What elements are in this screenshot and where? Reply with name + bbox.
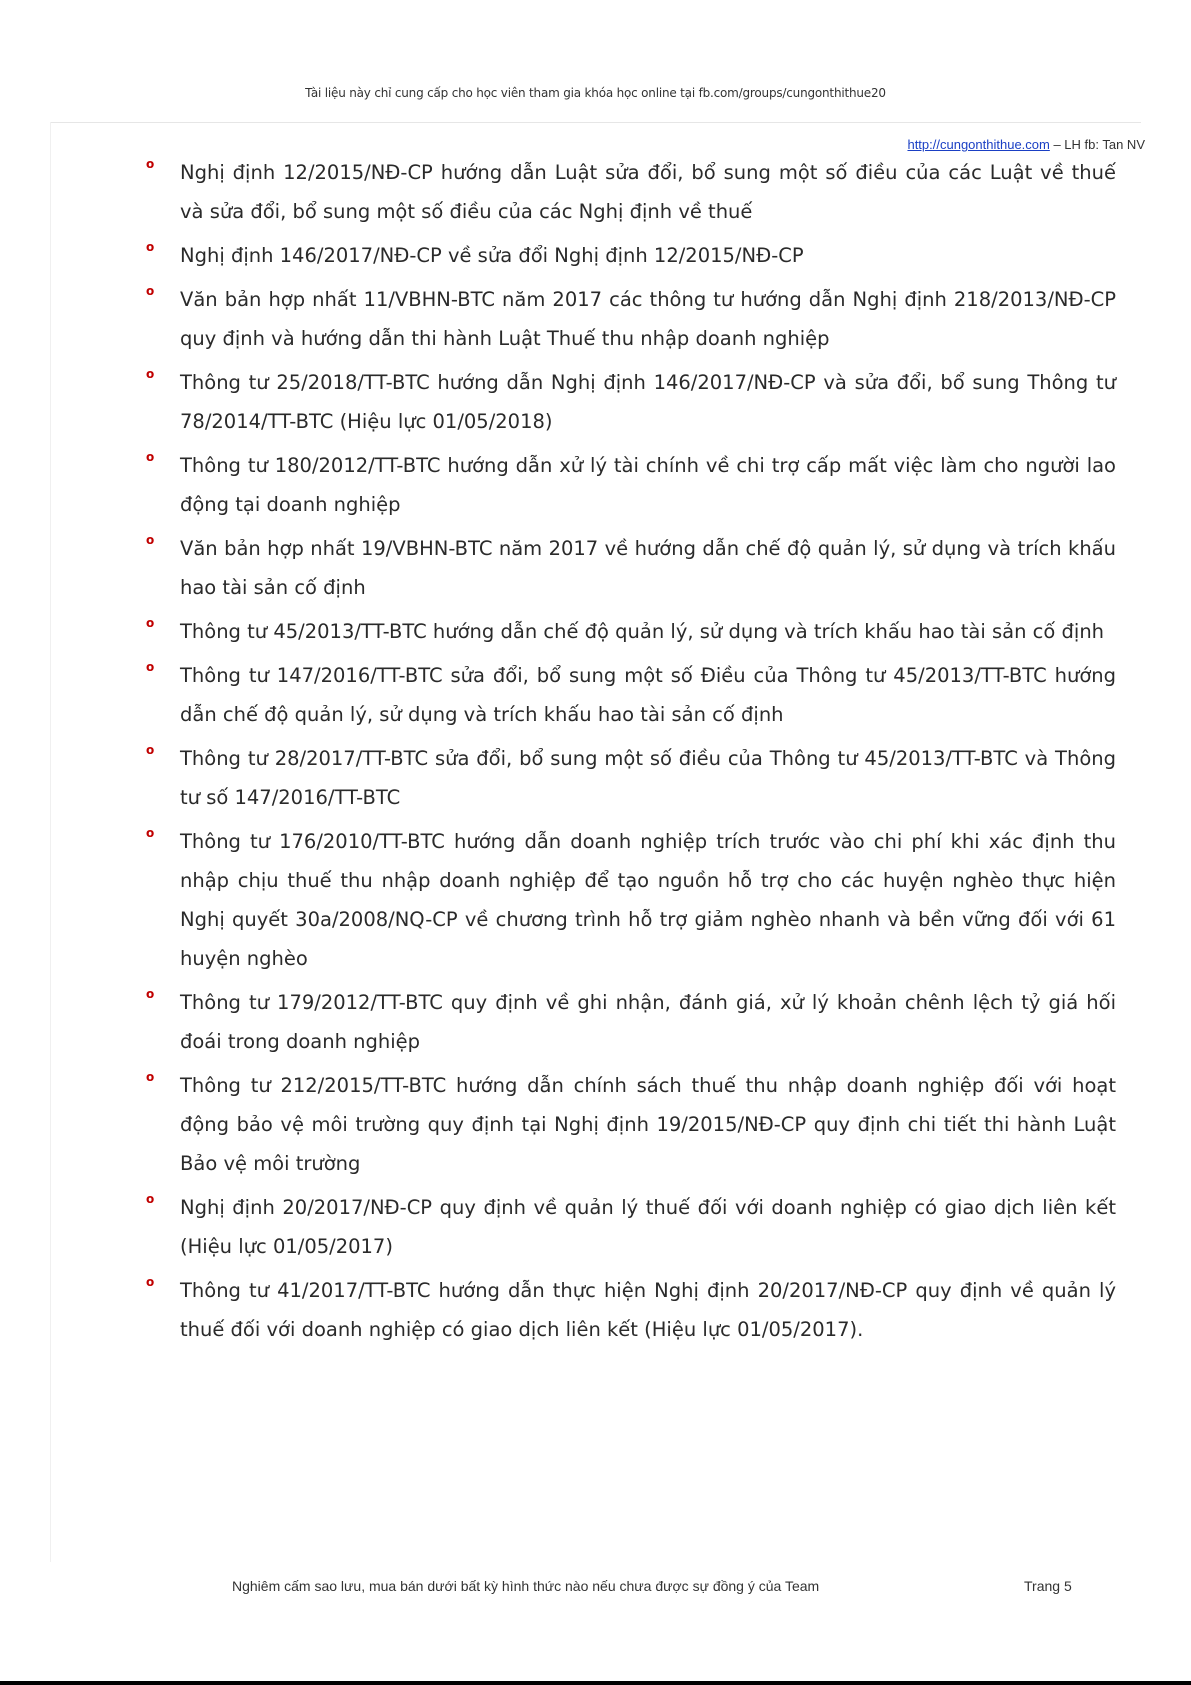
list-item-text: Thông tư 147/2016/TT-BTC sửa đổi, bổ sung một số Điều của Thông tư 45/2013/TT-BTC hướng dẫn chế độ quản lý, sử dụng và trích khấu hao tài sản cố định: [180, 664, 1116, 726]
contact-text: – LH fb: Tan NV: [1049, 137, 1145, 152]
list-item-text: Thông tư 25/2018/TT-BTC hướng dẫn Nghị định 146/2017/NĐ-CP và sửa đổi, bổ sung Thông tư 78/2014/TT-BTC (Hiệu lực 01/05/2018): [180, 371, 1116, 433]
header-divider: [50, 122, 1141, 123]
bullet-icon: o: [146, 743, 155, 757]
list-item: [146, 1271, 1116, 1349]
list-item: [146, 363, 1116, 441]
bullet-icon: o: [146, 826, 155, 840]
site-link[interactable]: http://cungonthithue.com: [907, 137, 1050, 152]
bullet-icon: o: [146, 240, 155, 254]
bullet-icon: o: [146, 157, 155, 171]
bullet-icon: o: [146, 1192, 155, 1206]
list-item: [146, 280, 1116, 358]
list-item: [146, 612, 1116, 651]
list-item-text: Thông tư 179/2012/TT-BTC quy định về ghi nhận, đánh giá, xử lý khoản chênh lệch tỷ giá hối đoái trong doanh nghiệp: [180, 991, 1116, 1053]
bullet-icon: o: [146, 450, 155, 464]
list-item: [146, 153, 1116, 231]
list-item-text: Thông tư 212/2015/TT-BTC hướng dẫn chính sách thuế thu nhập doanh nghiệp đối với hoạt động bảo vệ môi trường quy định tại Nghị định 19/2015/NĐ-CP quy định chi tiết thi hành Luật Bảo vệ môi trường: [180, 1074, 1116, 1175]
bullet-icon: o: [146, 660, 155, 674]
footer-notice: Nghiêm cấm sao lưu, mua bán dưới bất kỳ hình thức nào nếu chưa được sự đồng ý của Team: [232, 1578, 820, 1594]
list-item: [146, 529, 1116, 607]
bullet-icon: o: [146, 533, 155, 547]
page-number: Trang 5: [1024, 1578, 1072, 1594]
list-item: [146, 1066, 1116, 1183]
page-header-notice: Tài liệu này chỉ cung cấp cho học viên tham gia khóa học online tại fb.com/groups/cungonthithue20: [305, 86, 886, 100]
bullet-icon: o: [146, 1070, 155, 1084]
list-item-text: Thông tư 45/2013/TT-BTC hướng dẫn chế độ quản lý, sử dụng và trích khấu hao tài sản cố định: [180, 620, 1105, 643]
list-item-text: Thông tư 41/2017/TT-BTC hướng dẫn thực hiện Nghị định 20/2017/NĐ-CP quy định về quản lý thuế đối với doanh nghiệp có giao dịch liên kết (Hiệu lực 01/05/2017).: [180, 1279, 1116, 1341]
bullet-icon: o: [146, 1275, 155, 1289]
list-item-text: Thông tư 28/2017/TT-BTC sửa đổi, bổ sung một số điều của Thông tư 45/2013/TT-BTC và Thông tư số 147/2016/TT-BTC: [180, 747, 1116, 809]
document-list: [146, 153, 1116, 1354]
list-item: [146, 446, 1116, 524]
bottom-edge-bar: [0, 1681, 1191, 1685]
bullet-icon: o: [146, 987, 155, 1001]
list-item: [146, 1188, 1116, 1266]
list-item-text: Nghị định 146/2017/NĐ-CP về sửa đổi Nghị định 12/2015/NĐ-CP: [180, 244, 804, 267]
list-item: [146, 983, 1116, 1061]
list-item-text: Nghị định 20/2017/NĐ-CP quy định về quản lý thuế đối với doanh nghiệp có giao dịch liên kết (Hiệu lực 01/05/2017): [180, 1196, 1116, 1258]
list-item: [146, 822, 1116, 978]
site-contact-line: [907, 137, 1145, 152]
bullet-icon: o: [146, 284, 155, 298]
bullet-icon: o: [146, 367, 155, 381]
list-item-text: Thông tư 176/2010/TT-BTC hướng dẫn doanh nghiệp trích trước vào chi phí khi xác định thu nhập chịu thuế thu nhập doanh nghiệp để tạo nguồn hỗ trợ cho các huyện nghèo thực hiện Nghị quyết 30a/2008/NQ-CP về chương trình hỗ trợ giảm nghèo nhanh và bền vững đối với 61 huyện nghèo: [180, 830, 1116, 970]
list-item-text: Văn bản hợp nhất 11/VBHN-BTC năm 2017 các thông tư hướng dẫn Nghị định 218/2013/NĐ-CP quy định và hướng dẫn thi hành Luật Thuế thu nhập doanh nghiệp: [180, 288, 1116, 350]
list-item-text: Văn bản hợp nhất 19/VBHN-BTC năm 2017 về hướng dẫn chế độ quản lý, sử dụng và trích khấu hao tài sản cố định: [180, 537, 1116, 599]
bullet-icon: o: [146, 616, 155, 630]
list-item: [146, 739, 1116, 817]
list-item: [146, 656, 1116, 734]
list-item: [146, 236, 1116, 275]
list-item-text: Thông tư 180/2012/TT-BTC hướng dẫn xử lý tài chính về chi trợ cấp mất việc làm cho người lao động tại doanh nghiệp: [180, 454, 1116, 516]
list-item-text: Nghị định 12/2015/NĐ-CP hướng dẫn Luật sửa đổi, bổ sung một số điều của các Luật về thuế và sửa đổi, bổ sung một số điều của các Nghị định về thuế: [180, 161, 1116, 223]
left-margin-line: [50, 122, 51, 1562]
